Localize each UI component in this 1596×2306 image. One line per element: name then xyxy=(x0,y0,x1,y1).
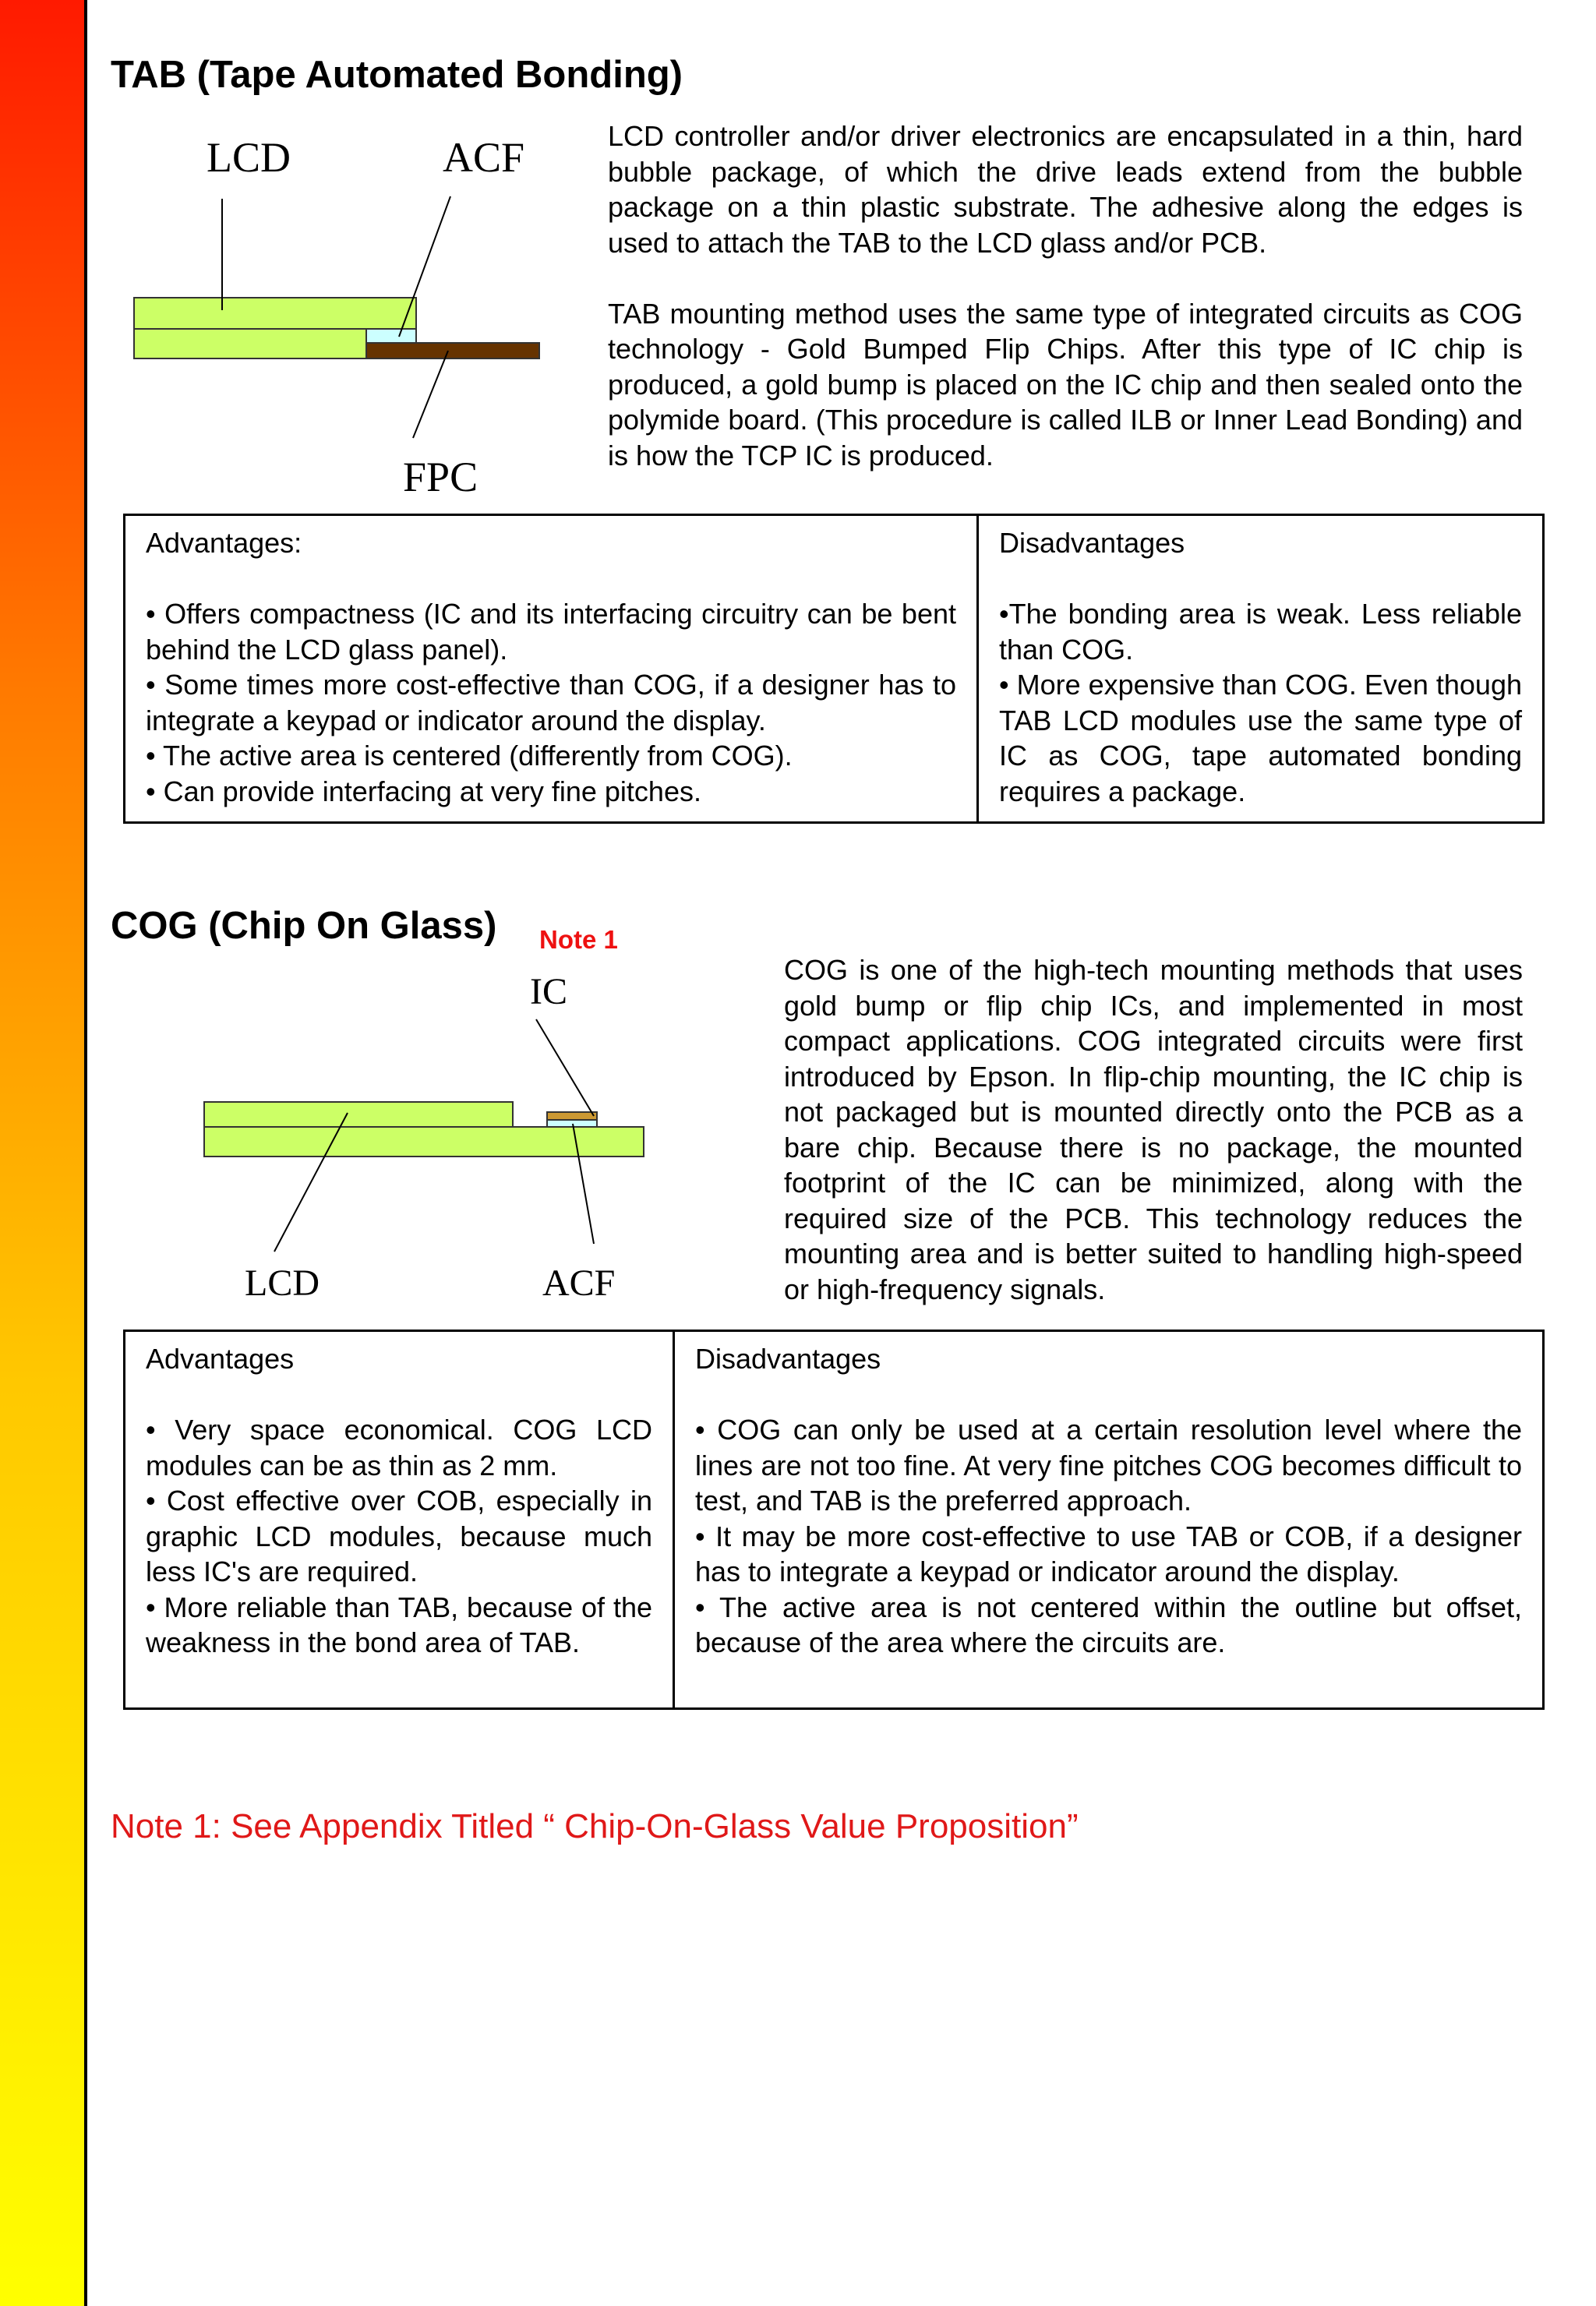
cog-disadvantages-cell xyxy=(674,1331,1544,1709)
tab-paragraph-2: TAB mounting method uses the same type of integrated circuits as COG technology - Gold Bumped Flip Chips. After this type of IC chip is produced, a gold bump is placed on the IC chip and then sealed onto the polymide board. (This procedure is called ILB or Inner Lead Bonding) and is how the TCP IC is produced. xyxy=(608,297,1523,471)
note1-reference: Note 1 xyxy=(539,925,618,954)
tab-advantages-cell xyxy=(125,515,978,823)
gradient-sidebar xyxy=(0,0,87,2306)
cog-diagram xyxy=(187,959,670,1309)
tab-comparison-table xyxy=(123,514,1545,824)
tab-fpc-strip xyxy=(366,343,539,358)
cog-disadvantage-item: • It may be more cost-effective to use TAB or COB, if a designer has to integrate a keypad or indicator around the display. xyxy=(695,1520,1522,1587)
cog-advantage-item: • More reliable than TAB, because of the weakness in the bond area of TAB. xyxy=(146,1591,652,1658)
cog-diagram-acf-label: ACF xyxy=(542,1262,616,1304)
tab-description xyxy=(608,118,1523,473)
cog-diagram-ic-label: IC xyxy=(530,971,567,1012)
cog-diagram-lcd-label: LCD xyxy=(245,1262,320,1304)
cog-comparison-table xyxy=(123,1330,1545,1710)
tab-disadvantages-cell xyxy=(978,515,1544,823)
cog-disadvantages-heading: Disadvantages xyxy=(695,1343,881,1375)
cog-acf-layer xyxy=(547,1120,597,1127)
cog-disadvantage-item: • COG can only be used at a certain resolution level where the lines are not too fine. At very fine pitches COG becomes difficult to test, and TAB is the preferred approach. xyxy=(695,1414,1522,1517)
tab-advantage-item: • Offers compactness (IC and its interfacing circuitry can be bent behind the LCD glass panel). xyxy=(146,598,956,666)
footnote: Note 1: See Appendix Titled “ Chip-On-Glass Value Proposition” xyxy=(111,1807,1079,1845)
tab-advantage-item: • Can provide interfacing at very fine pitches. xyxy=(146,775,701,807)
tab-acf-layer xyxy=(366,329,416,343)
tab-fpc-leader xyxy=(413,351,448,438)
tab-diagram-acf-label: ACF xyxy=(443,134,525,181)
tab-lcd-glass-bottom xyxy=(134,329,366,358)
tab-advantages-heading: Advantages: xyxy=(146,527,302,559)
cog-section-title: COG (Chip On Glass) xyxy=(111,905,497,947)
tab-advantage-item: • Some times more cost-effective than COG, if a designer has to integrate a keypad or indicator around the display. xyxy=(146,669,956,736)
cog-ic-leader xyxy=(536,1019,594,1116)
tab-lcd-glass-top xyxy=(134,298,416,329)
tab-section-title: TAB (Tape Automated Bonding) xyxy=(111,54,683,96)
tab-diagram xyxy=(117,132,553,514)
tab-diagram-fpc-label: FPC xyxy=(403,454,478,500)
tab-disadvantage-item: •The bonding area is weak. Less reliable than COG. xyxy=(999,598,1522,666)
cog-advantage-item: • Cost effective over COB, especially in graphic LCD modules, because much less IC's are required. xyxy=(146,1485,652,1587)
tab-advantage-item: • The active area is centered (differently from COG). xyxy=(146,740,793,772)
tab-diagram-lcd-label: LCD xyxy=(207,134,291,181)
tab-paragraph-1: LCD controller and/or driver electronics are encapsulated in a thin, hard bubble package, of which the drive leads extend from the bubble package on a thin plastic substrate. The adhesive along the edges is used to attach the TAB to the LCD glass and/or PCB. xyxy=(608,120,1523,259)
cog-description xyxy=(784,952,1523,1307)
cog-advantages-cell xyxy=(125,1331,674,1709)
cog-ic-chip xyxy=(547,1112,597,1120)
cog-lcd-glass-top xyxy=(204,1102,513,1127)
cog-advantages-heading: Advantages xyxy=(146,1343,295,1375)
cog-paragraph: COG is one of the high-tech mounting methods that uses gold bump or flip chip ICs, and implemented in most compact applications. COG integrated circuits were first introduced by Epson. In flip-chip mounting, the IC chip is not packaged but is mounted directly onto the PCB as a bare chip. Because there is no package, the mounted footprint of the IC can be minimized, along with the required size of the PCB. This technology reduces the mounting area and is better suited to handling high-speed or high-frequency signals. xyxy=(784,954,1523,1305)
tab-acf-leader xyxy=(399,196,450,337)
cog-advantage-item: • Very space economical. COG LCD modules can be as thin as 2 mm. xyxy=(146,1414,652,1481)
cog-disadvantage-item: • The active area is not centered within the outline but offset, because of the area where the circuits are. xyxy=(695,1591,1522,1658)
tab-disadvantages-heading: Disadvantages xyxy=(999,527,1185,559)
tab-disadvantage-item: • More expensive than COG. Even though TAB LCD modules use the same type of IC as COG, tape automated bonding requires a package. xyxy=(999,669,1522,807)
